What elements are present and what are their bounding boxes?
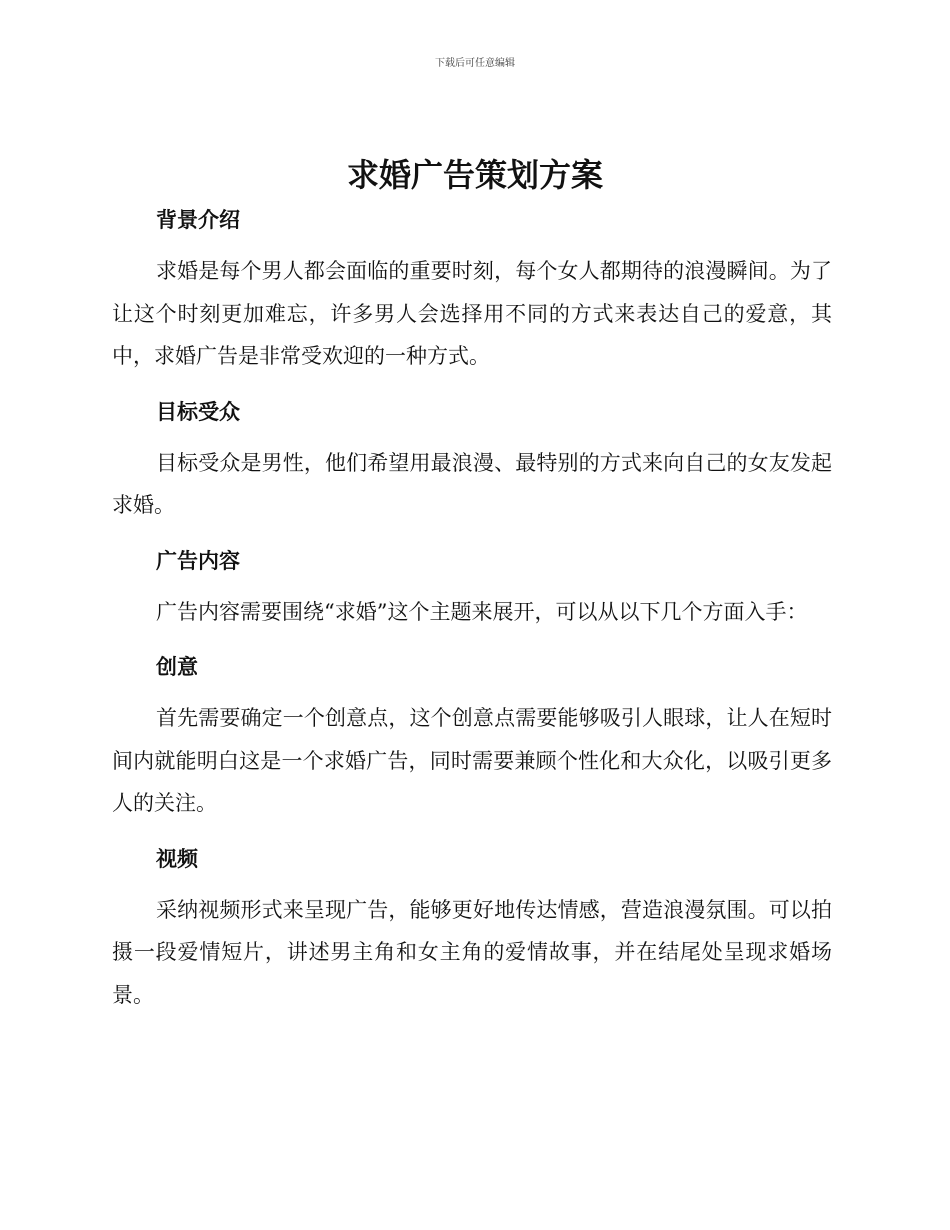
section-paragraph: 求婚是每个男人都会面临的重要时刻，每个女人都期待的浪漫瞬间。为了让这个时刻更加难忘，许多男人会选择用不同的方式来表达自己的爱意，其中，求婚广告是非常受欢迎的一种方式。 — [112, 259, 832, 368]
section-heading: 视频 — [156, 846, 198, 871]
section-target-audience — [112, 392, 832, 527]
section-creativity — [112, 647, 832, 825]
header-note: 下载后可任意编辑 — [435, 58, 515, 69]
document-title: 求婚广告策划方案 — [346, 156, 603, 194]
section-video — [112, 839, 832, 1017]
section-paragraph: 目标受众是男性，他们希望用最浪漫、最特别的方式来向自己的女友发起求婚。 — [112, 450, 832, 517]
section-heading: 广告内容 — [156, 548, 240, 573]
section-paragraph: 首先需要确定一个创意点，这个创意点需要能够吸引人眼球，让人在短时间内就能明白这是一个求婚广告，同时需要兼顾个性化和大众化，以吸引更多人的关注。 — [112, 706, 832, 815]
section-heading: 创意 — [156, 655, 198, 679]
section-paragraph: 采纳视频形式来呈现广告，能够更好地传达情感，营造浪漫氛围。可以拍摄一段爱情短片，讲述男主角和女主角的爱情故事，并在结尾处呈现求婚场景。 — [112, 897, 832, 1007]
section-ad-content — [112, 541, 832, 634]
section-heading: 目标受众 — [156, 399, 240, 424]
section-background — [112, 200, 832, 378]
document-body — [112, 200, 832, 1030]
section-paragraph: 广告内容需要围绕“求婚”这个主题来展开，可以从以下几个方面入手： — [156, 599, 808, 624]
section-heading: 背景介绍 — [156, 208, 240, 232]
